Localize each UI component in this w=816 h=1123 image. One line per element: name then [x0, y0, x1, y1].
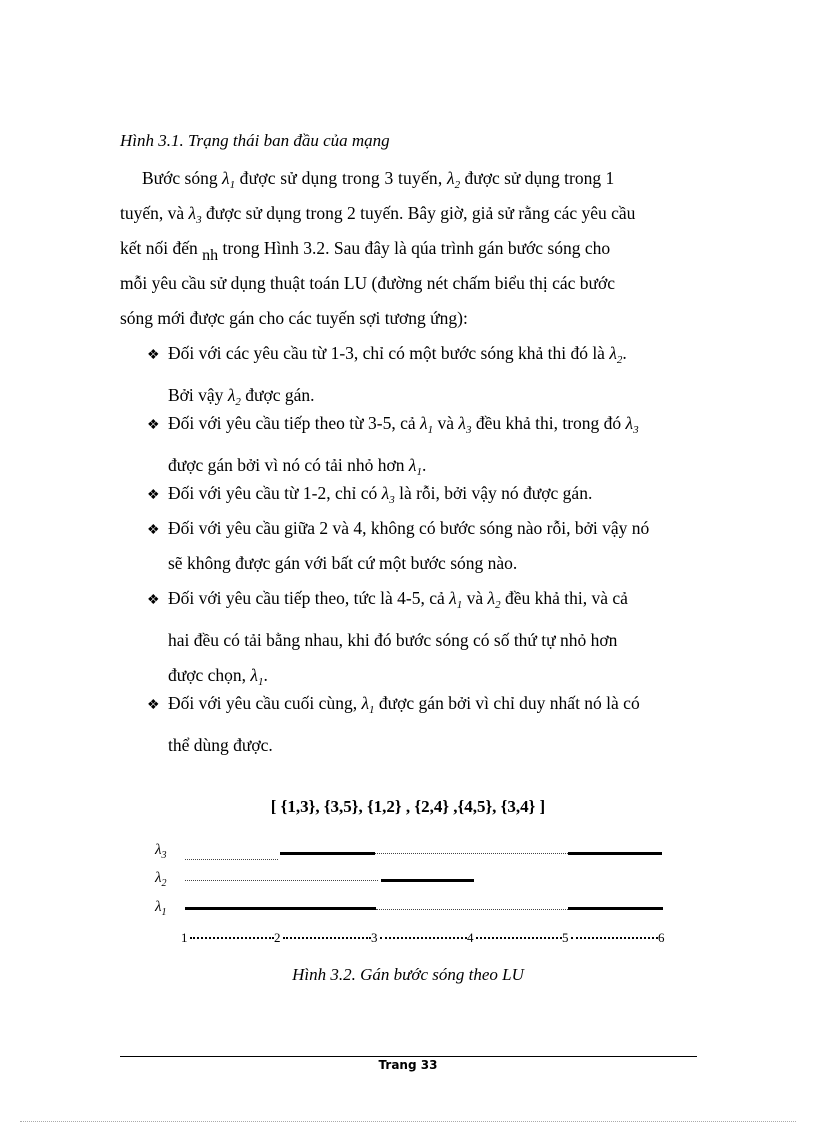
bullet-item: Đối với các yêu cầu từ 1-3, chỉ có một bước sóng khả thi đó là $\lambda_2$. Bởi vậy $\lambda_2$ được gán. — [168, 343, 627, 408]
lambda-3-assigned-segment — [568, 852, 662, 855]
link-3-4 — [380, 937, 467, 939]
bullet-item: Đối với yêu cầu tiếp theo, tức là 4-5, cả $\lambda_1$ và $\lambda_2$ đều khả thi, và cả hai đều có tải bằng nhau, khi đó bước sóng có số thứ tự nhỏ hơn được chọn, $\lambda_1$. — [168, 588, 628, 688]
lambda-3-free-segment — [375, 853, 568, 854]
lambda-1-assigned-segment — [568, 907, 663, 910]
diamond-bullet-icon: ❖ — [147, 698, 160, 713]
diamond-bullet-icon: ❖ — [147, 418, 160, 433]
lambda-1-label: $\lambda_1$ — [155, 899, 167, 918]
paragraph-line: mỗi yêu cầu sử dụng thuật toán LU (đường nét chấm biểu thị các bước — [120, 273, 616, 293]
lambda-3-label: $\lambda_3$ — [155, 842, 167, 861]
footer-divider — [120, 1056, 697, 1057]
node-label: 2 — [274, 930, 281, 945]
page-edge — [20, 1121, 796, 1122]
node-label: 5 — [562, 930, 569, 945]
diamond-bullet-icon: ❖ — [147, 523, 160, 538]
lambda-1-free-segment — [376, 909, 568, 910]
paragraph-line: tuyến, và $\lambda_3$ được sử dụng trong 2 tuyến. Bây giờ, giả sử rằng các yêu cầu — [120, 203, 636, 226]
paragraph-line: sóng mới được gán cho các tuyến sợi tương ứng): — [120, 308, 468, 328]
diamond-bullet-icon: ❖ — [147, 488, 160, 503]
bullet-item: Đối với yêu cầu cuối cùng, $\lambda_1$ được gán bởi vì chỉ duy nhất nó là có thể dùng được. — [168, 693, 640, 755]
bullet-item: Đối với yêu cầu từ 1-2, chỉ có $\lambda_3$ là rỗi, bởi vậy nó được gán. — [168, 483, 593, 506]
lambda-2-label: $\lambda_2$ — [155, 870, 167, 889]
lambda-3-assigned-segment — [280, 852, 375, 855]
node-label: 1 — [181, 930, 188, 945]
bullet-item: Đối với yêu cầu tiếp theo từ 3-5, cả $\lambda_1$ và $\lambda_3$ đều khả thi, trong đó $\lambda_3$ được gán bởi vì nó có tải nhỏ hơn $\lambda_1$. — [168, 413, 639, 478]
node-label: 6 — [658, 930, 665, 945]
bullet-item: Đối với yêu cầu giữa 2 và 4, không có bước sóng nào rỗi, bởi vậy nó sẽ không được gán với bất cứ một bước sóng nào. — [168, 518, 650, 573]
lambda-1-assigned-segment — [185, 907, 376, 910]
link-5-6 — [571, 937, 658, 939]
link-2-3 — [283, 937, 371, 939]
lambda-3-free-segment — [185, 859, 278, 860]
lambda-2-assigned-segment — [381, 879, 474, 882]
link-4-5 — [476, 937, 562, 939]
diamond-bullet-icon: ❖ — [147, 348, 160, 363]
link-1-2 — [190, 937, 274, 939]
diamond-bullet-icon: ❖ — [147, 593, 160, 608]
lambda-2-free-segment — [185, 880, 378, 881]
figure-3-2-caption: Hình 3.2. Gán bước sóng theo LU — [292, 965, 524, 984]
figure-3-1-caption: Hình 3.1. Trạng thái ban đầu của mạng — [120, 131, 390, 150]
paragraph-line: Bước sóng $\lambda_1$ được sử dụng trong 3 tuyến, $\lambda_2$ được sử dụng trong 1 — [142, 168, 615, 191]
node-label: 4 — [467, 930, 474, 945]
request-sequence: [ {1,3}, {3,5}, {1,2} , {2,4} ,{4,5}, {3,4} ] — [270, 797, 546, 816]
paragraph-line: kết nối đến nh trong Hình 3.2. Sau đây là qúa trình gán bước sóng cho — [120, 238, 611, 264]
node-label: 3 — [371, 930, 378, 945]
page-number: Trang 33 — [378, 1058, 438, 1072]
